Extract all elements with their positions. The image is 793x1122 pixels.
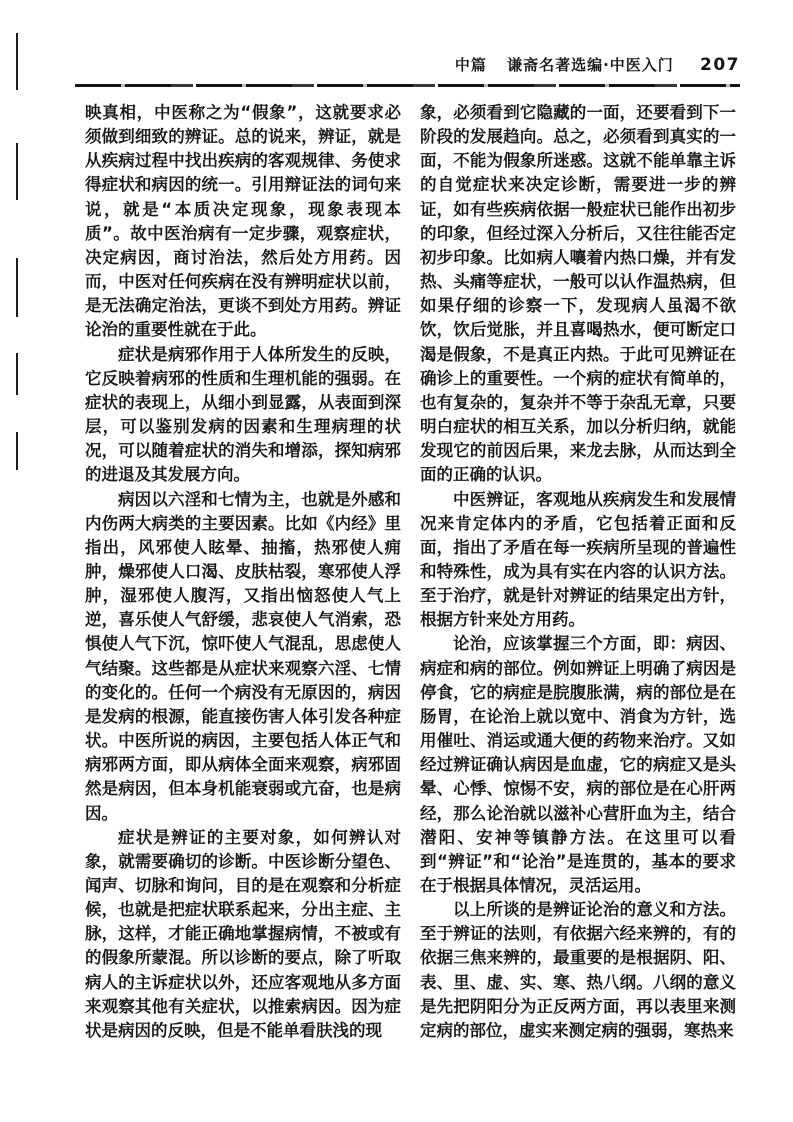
left-column xyxy=(85,101,401,1043)
paragraph: 病因以六淫和七情为主，也就是外感和内伤两大病类的主要因素。比如《内经》里指出，风邪使人眩晕、抽搐，热邪使人痈肿，燥邪使人口渴、皮肤枯裂，寒邪使人浮肿，湿邪使人腹泻，又指出恼怒使人气上逆，喜乐使人气舒缓，悲哀使人气消索，恐惧使人气下沉，惊吓使人气混乱，思虑使人气结聚。这些都是从症状来观察六淫、七情的变化的。任何一个病没有无原因的，病因是发病的根源，能直接伤害人体引发各种症状。中医所说的病因，主要包括人体正气和病邪两方面，即从病体全面来观察，病邪固然是病因，但本身机能衰弱或亢奋，也是病因。 xyxy=(85,489,401,823)
page-number: 207 xyxy=(700,55,740,75)
header-section: 中篇 xyxy=(454,56,487,74)
paragraph: 症状是病邪作用于人体所发生的反映，它反映着病邪的性质和生理机能的强弱。在症状的表现上，从细小到显露，从表面到深层，可以鉴别发病的因素和生理病理的状况，可以随着症状的消失和增添，探知病邪的进退及其发展方向。 xyxy=(85,344,401,485)
paragraph: 象，必须看到它隐藏的一面，还要看到下一阶段的发展趋向。总之，必须看到真实的一面，不能为假象所迷惑。这就不能单靠主诉的自觉症状来决定诊断，需要进一步的辨证，如有些疾病依据一般症状已能作出初步的印象，但经过深入分析后，又往往能否定初步印象。比如病人嚷着内热口燥，并有发热、头痛等症状，一般可以认作温热病，但如果仔细的诊察一下，发现病人虽渴不欲饮，饮后觉胀，并且喜喝热水，便可断定口渴是假象，不是真正内热。于此可见辨证在确诊上的重要性。一个病的症状有简单的，也有复杂的，复杂并不等于杂乱无章，只要明白症状的相互关系，加以分析归纳，就能发现它的前因后果，来龙去脉，从而达到全面的正确的认识。 xyxy=(420,103,736,485)
paragraph: 症状是辨证的主要对象，如何辨认对象，就需要确切的诊断。中医诊断分望色、闻声、切脉和询问，目的是在观察和分析症候，也就是把症状联系起来，分出主症、主脉，这样，才能正确地掌握病情，不被或有的假象所蒙混。所以诊断的要点，除了听取病人的主诉症状以外，还应客观地从多方面来观察其他有关症状，以推索病因。因为症状是病因的反映，但是不能单看肤浅的现 xyxy=(85,827,401,1040)
page-body xyxy=(85,101,736,1043)
scan-edge-mark xyxy=(16,258,18,317)
scan-edge-mark xyxy=(16,143,18,200)
header-book-title: 谦斋名著选编·中医入门 xyxy=(507,56,674,74)
running-header xyxy=(75,54,740,75)
paragraph: 论治，应该掌握三个方面，即：病因、病症和病的部位。例如辨证上明确了病因是停食，它的病症是脘腹胀满，病的部位是在肠胃，在论治上就以宽中、消食为方针，选用催吐、消运或通大便的药物来治疗。又如经过辨证确认病因是血虚，它的病症又是头晕、心悸、惊惕不安，病的部位是在心肝两经，那么论治就以滋补心营肝血为主，结合潜阳、安神等镇静方法。在这里可以看到“辨证”和“论治”是连贯的，基本的要求在于根据具体情况，灵活运用。 xyxy=(420,634,736,895)
right-column xyxy=(420,101,736,1043)
header-rule xyxy=(75,84,740,87)
scan-edge-mark xyxy=(16,33,18,90)
paragraph: 以上所谈的是辨证论治的意义和方法。至于辨证的法则，有依据六经来辨的，有的依据三焦来辨的，最重要的是根据阴、阳、表、里、虚、实、寒、热八纲。八纲的意义是先把阴阳分为正反两方面，再以表里来测定病的部位，虚实来测定病的强弱，寒热来 xyxy=(420,900,736,1040)
paragraph: 映真相，中医称之为“假象”，这就要求必须做到细致的辨证。总的说来，辨证，就是从疾病过程中找出疾病的客观规律、务使求得症状和病因的统一。引用辩证法的词句来说，就是“本质决定现象，现象表现本质”。故中医治病有一定步骤，观察症状，决定病因，商讨治法，然后处方用药。因而，中医对任何疾病在没有辨明症状以前，是无法确定治法，更谈不到处方用药。辨证论治的重要性就在于此。 xyxy=(85,103,401,340)
paragraph: 中医辨证，客观地从疾病发生和发展情况来肯定体内的矛盾，它包括着正面和反面，指出了矛盾在每一疾病所呈现的普遍性和特殊性，成为具有实在内容的认识方法。至于治疗，就是针对辨证的结果定出方针，根据方针来处方用药。 xyxy=(420,489,736,630)
scan-edge-mark xyxy=(16,353,18,395)
scan-edge-mark xyxy=(16,432,18,470)
